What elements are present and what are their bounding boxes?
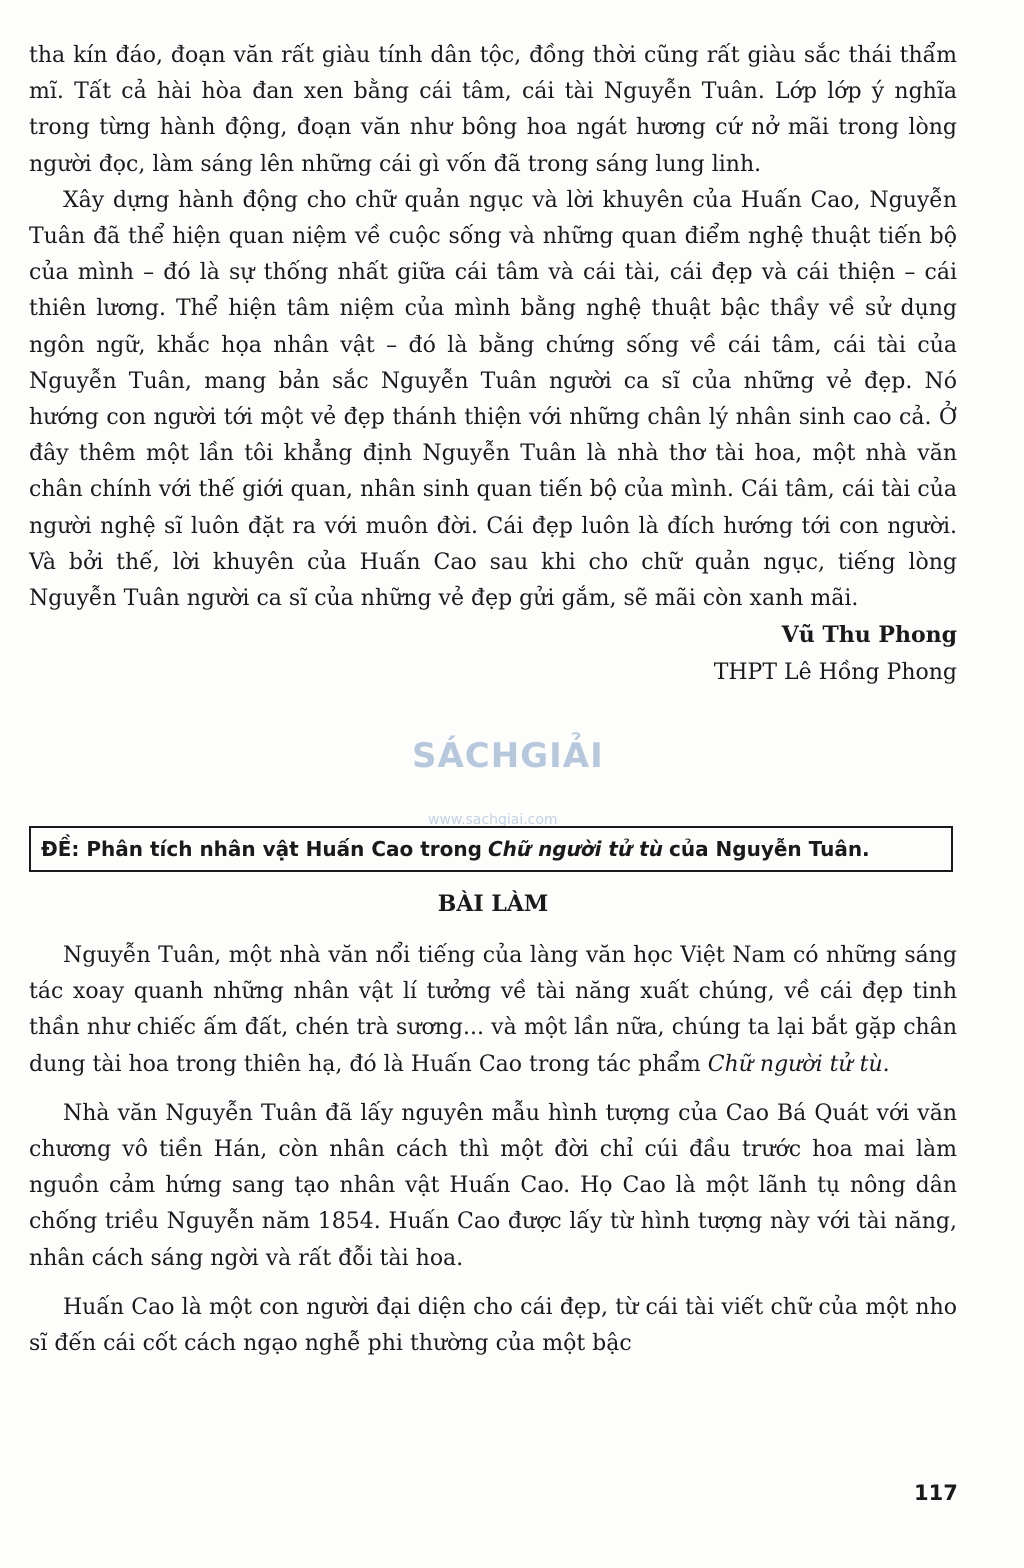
watermark-url: www.sachgiai.com bbox=[428, 812, 558, 828]
essay-paragraph-1-end: . bbox=[882, 1051, 890, 1077]
paragraph-continued: tha kín đáo, đoạn văn rất giàu tính dân tộc, đồng thời cũng rất giàu sắc thái thẩm mĩ. Tất cả hài hòa đan xen bằng cái tâm, cái tài Nguyễn Tuân. Lớp lớp ý nghĩa trong từng hành động, đoạn văn như bông hoa ngát hương cứ nở mãi trong lòng người đọc, làm sáng lên những cái gì vốn đã trong sáng lung linh. bbox=[29, 43, 957, 177]
author-name: Vũ Thu Phong bbox=[781, 622, 957, 649]
signature-block bbox=[29, 617, 957, 691]
top-section bbox=[29, 38, 957, 691]
essay-paragraph-1 bbox=[29, 938, 957, 1083]
essay-work-title: Chữ người tử tù bbox=[707, 1051, 883, 1077]
paragraph-conclusion: Xây dựng hành động cho chữ quản ngục và lời khuyên của Huấn Cao, Nguyễn Tuân đã thể hiện quan niệm về cuộc sống và những quan điểm nghệ thuật tiến bộ của mình – đó là sự thống nhất giữa cái tâm và cái tài, cái đẹp và cái thiện – cái thiên lương. Thể hiện tâm niệm của mình bằng nghệ thuật bậc thầy về sử dụng ngôn ngữ, khắc họa nhân vật – đó là bằng chứng sống về cái tâm, cái tài của Nguyễn Tuân, mang bản sắc Nguyễn Tuân người ca sĩ của những vẻ đẹp. Nó hướng con người tới một vẻ đẹp thánh thiện với những chân lý nhân sinh cao cả. Ở đây thêm một lần tôi khẳng định Nguyễn Tuân là nhà thơ tài hoa, một nhà văn chân chính với thế giới quan, nhân sinh quan tiến bộ của mình. Cái tâm, cái tài của người nghệ sĩ luôn đặt ra với muôn đời. Cái đẹp luôn là đích hướng tới con người. Và bởi thế, lời khuyên của Huấn Cao sau khi cho chữ quản ngục, tiếng lòng Nguyễn Tuân người ca sĩ của những vẻ đẹp gửi gắm, sẽ mãi còn xanh mãi. bbox=[29, 187, 957, 612]
watermark-logo-text: SÁCHGIẢI bbox=[412, 736, 604, 776]
essay-heading: BÀI LÀM bbox=[437, 891, 549, 917]
essay-paragraph-3: Huấn Cao là một con người đại diện cho cái đẹp, từ cái tài viết chữ của một nho sĩ đến cái cốt cách ngạo nghễ phi thường của một bậc bbox=[29, 1294, 957, 1357]
author-school: THPT Lê Hồng Phong bbox=[713, 660, 957, 686]
page-number: 117 bbox=[914, 1481, 958, 1505]
exam-work-title: Chữ người tử tù bbox=[487, 837, 663, 861]
exam-prompt-box bbox=[29, 826, 953, 872]
essay-paragraph-1-text: Nguyễn Tuân, một nhà văn nổi tiếng của làng văn học Việt Nam có những sáng tác xoay quanh những nhân vật lí tưởng về tài năng xuất chúng, về cái đẹp tinh thần như chiếc ấm đất, chén trà sương... và một lần nữa, chúng ta lại bắt gặp chân dung tài hoa trong thiên hạ, đó là Huấn Cao trong tác phẩm bbox=[29, 943, 957, 1077]
exam-prompt-suffix: của Nguyễn Tuân. bbox=[668, 837, 870, 861]
essay-paragraph-2: Nhà văn Nguyễn Tuân đã lấy nguyên mẫu hình tượng của Cao Bá Quát với văn chương vô tiền Hán, còn nhân cách thì một đời chỉ cúi đầu trước hoa mai làm nguồn cảm hứng sang tạo nhân vật Huấn Cao. Họ Cao là một lãnh tụ nông dân chống triều Nguyễn năm 1854. Huấn Cao được lấy từ hình tượng này với tài năng, nhân cách sáng ngời và rất đỗi tài hoa. bbox=[29, 1100, 957, 1271]
essay-body bbox=[29, 938, 957, 1375]
watermark-logo bbox=[412, 736, 612, 836]
exam-prompt-prefix: ĐỀ: Phân tích nhân vật Huấn Cao trong bbox=[41, 837, 482, 861]
